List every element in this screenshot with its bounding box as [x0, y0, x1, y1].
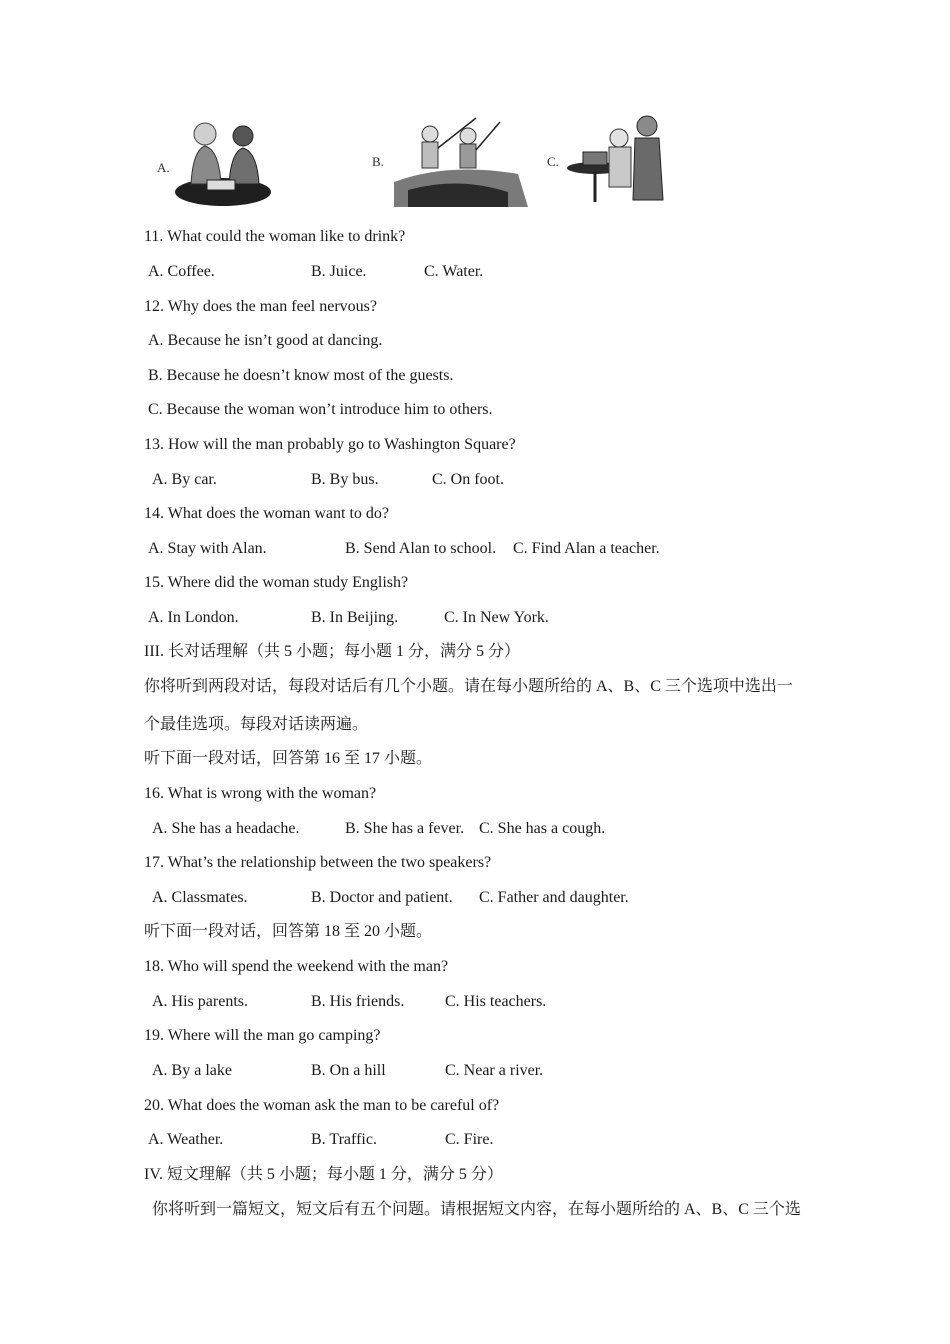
radio-scene-icon — [543, 112, 673, 212]
option-b: B. On a hill — [311, 1062, 386, 1079]
section-3-instructions-1: 你将听到两段对话，每段对话后有几个小题。请在每小题所给的 A、B、C 三个选项中选出一 — [144, 678, 793, 695]
picture-options — [143, 112, 673, 212]
option-c: C. Water. — [424, 263, 484, 280]
question-19: 19. Where will the man go camping? — [144, 1027, 381, 1044]
question-18: 18. Who will spend the weekend with the man? — [144, 958, 449, 975]
question-11: 11. What could the woman like to drink? — [144, 228, 406, 245]
option-c: C. Find Alan a teacher. — [513, 540, 660, 557]
option-a: A. She has a headache. — [152, 820, 300, 837]
dialog-2-instruction: 听下面一段对话，回答第 18 至 20 小题。 — [144, 923, 433, 940]
picture-a — [143, 112, 293, 212]
question-12-option-a: A. Because he isn’t good at dancing. — [148, 332, 383, 349]
option-b: B. Send Alan to school. — [345, 540, 497, 557]
section-3-instructions-2: 个最佳选项。每段对话读两遍。 — [144, 716, 369, 733]
option-b: B. In Beijing. — [311, 609, 399, 626]
question-17: 17. What’s the relationship between the two speakers? — [144, 854, 492, 871]
question-16: 16. What is wrong with the woman? — [144, 785, 377, 802]
option-c: C. In New York. — [444, 609, 549, 626]
option-c: C. Near a river. — [445, 1062, 544, 1079]
dialog-1-instruction: 听下面一段对话，回答第 16 至 17 小题。 — [144, 750, 433, 767]
picture-a-label: A. — [157, 160, 170, 175]
picture-b-label: B. — [372, 154, 384, 169]
question-12-option-c: C. Because the woman won’t introduce him to others. — [148, 401, 493, 418]
option-a: A. Coffee. — [148, 263, 215, 280]
option-b: B. She has a fever. — [345, 820, 465, 837]
option-b: B. Doctor and patient. — [311, 889, 453, 906]
question-14: 14. What does the woman want to do? — [144, 505, 389, 522]
option-a: A. His parents. — [152, 993, 248, 1010]
option-c: C. Fire. — [445, 1131, 494, 1148]
option-b: B. Juice. — [311, 263, 367, 280]
question-12: 12. Why does the man feel nervous? — [144, 298, 377, 315]
picture-b — [368, 112, 548, 212]
section-4-instructions-1: 你将听到一篇短文，短文后有五个问题。请根据短文内容，在每小题所给的 A、B、C 三个选 — [152, 1201, 801, 1218]
option-c: C. His teachers. — [445, 993, 547, 1010]
option-c: C. Father and daughter. — [479, 889, 629, 906]
option-b: B. By bus. — [311, 471, 379, 488]
option-a: A. Weather. — [148, 1131, 224, 1148]
option-a: A. By a lake — [152, 1062, 232, 1079]
question-15: 15. Where did the woman study English? — [144, 574, 409, 591]
option-b: B. Traffic. — [311, 1131, 377, 1148]
section-3-heading: III. 长对话理解（共 5 小题；每小题 1 分，满分 5 分） — [144, 643, 520, 660]
question-13: 13. How will the man probably go to Washington Square? — [144, 436, 516, 453]
option-a: A. In London. — [148, 609, 239, 626]
option-b: B. His friends. — [311, 993, 405, 1010]
fishing-scene-icon — [368, 112, 548, 212]
option-c: C. On foot. — [432, 471, 504, 488]
picture-c-label: C. — [547, 154, 559, 169]
option-a: A. By car. — [152, 471, 217, 488]
option-c: C. She has a cough. — [479, 820, 606, 837]
question-12-option-b: B. Because he doesn’t know most of the guests. — [148, 367, 454, 384]
section-4-heading: IV. 短文理解（共 5 小题；每小题 1 分，满分 5 分） — [144, 1166, 503, 1183]
tea-scene-icon — [143, 112, 293, 212]
question-20: 20. What does the woman ask the man to be careful of? — [144, 1097, 500, 1114]
picture-c — [543, 112, 673, 212]
option-a: A. Classmates. — [152, 889, 248, 906]
option-a: A. Stay with Alan. — [148, 540, 267, 557]
